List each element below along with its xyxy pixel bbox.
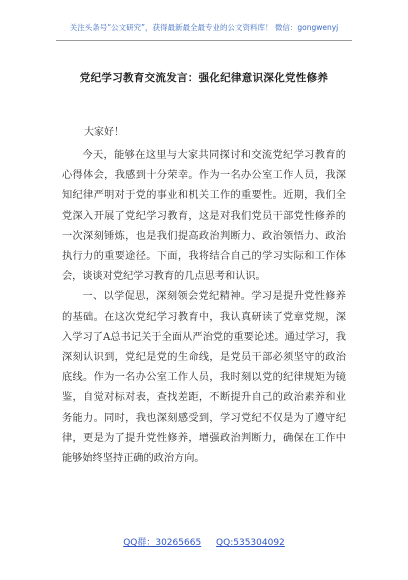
document-body bbox=[62, 146, 346, 469]
qq-group-link[interactable]: QQ群：30265665 bbox=[123, 538, 202, 548]
paragraph: 今天，能够在这里与大家共同探讨和交流党纪学习教育的心得体会，我感到十分荣幸。作为一名办公室工作人员，我深知纪律严明对于党的事业和机关工作的重要性。近期，我们全党深入开展了党纪学习教育，这是对我们党员干部党性修养的一次深刻锤炼，也是我们提高政治判断力、政治领悟力、政治执行力的重要途径。下面，我将结合自己的学习实际和工作体会，谈谈对党纪学习教育的几点思考和认识。 bbox=[62, 150, 346, 283]
document-title: 党纪学习教育交流发言：强化纪律意识深化党性修养 bbox=[79, 72, 329, 84]
footer-contacts bbox=[0, 535, 408, 548]
header-divider bbox=[56, 40, 352, 41]
qq-contact-link[interactable]: QQ:535304092 bbox=[216, 538, 285, 548]
greeting: 大家好！ bbox=[84, 127, 124, 138]
header-notice: 关注头条号“公文研究”，获得最新最全最专业的公文资料库！ 微信：gongwenyj bbox=[69, 23, 339, 32]
paragraph: 一、以学促思，深刻领会党纪精神。学习是提升党性修养的基础。在这次党纪学习教育中，我认真研读了党章党规，深入学习了A总书记关于全面从严治党的重要论述。通过学习，我深刻认识到，党纪是党的生命线，是党员干部必须坚守的政治底线。作为一名办公室工作人员，我时刻以党的纪律规矩为镜鉴，自觉对标对表，查找差距，不断提升自己的政治素养和业务能力。同时，我也深刻感受到，学习党纪不仅是为了遵守纪律，更是为了提升党性修养，增强政治判断力，确保在工作中能够始终坚持正确的政治方向。 bbox=[62, 291, 346, 465]
